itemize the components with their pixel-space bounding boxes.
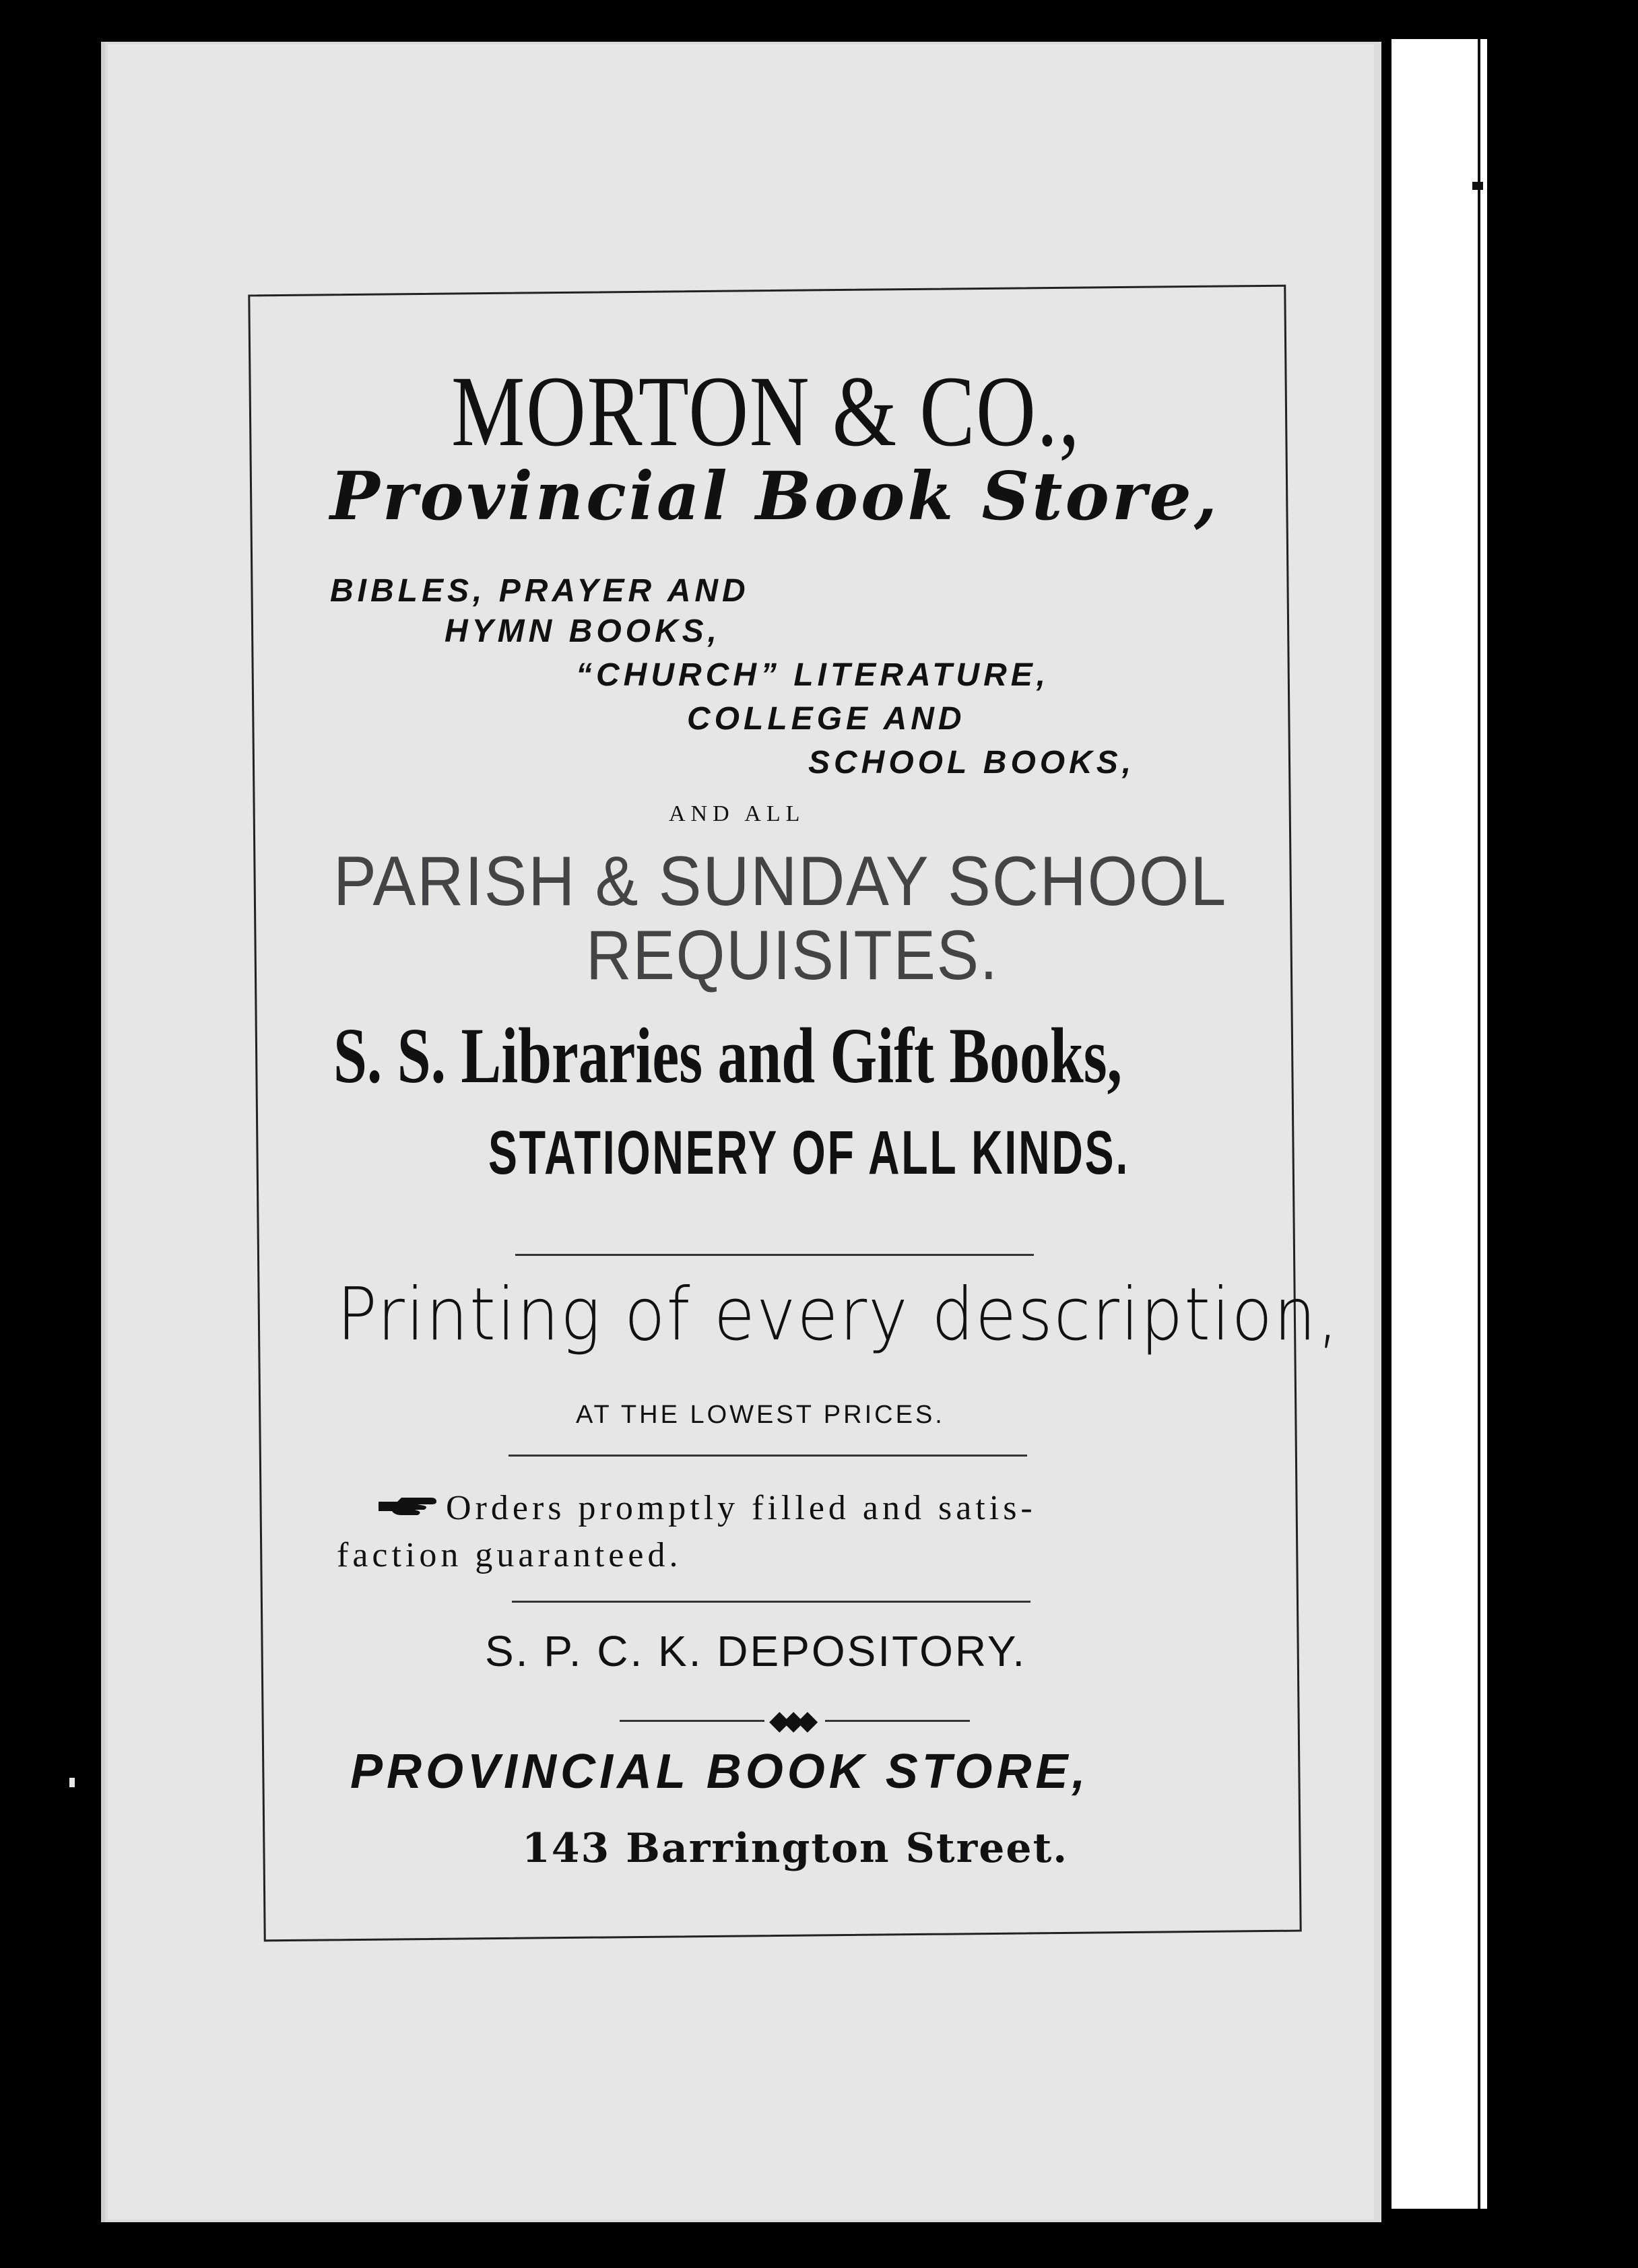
- divider-rule: [515, 1254, 1034, 1256]
- margin-speck: [69, 1778, 75, 1787]
- depository-text: S. P. C. K. DEPOSITORY.: [485, 1627, 1027, 1675]
- product-line-1: BIBLES, PRAYER AND: [330, 573, 750, 609]
- libraries-heading: S. S. Libraries and Gift Books,: [333, 1011, 1123, 1100]
- stationery-heading: STATIONERY OF ALL KINDS.: [488, 1119, 1130, 1187]
- parish-heading: PARISH & SUNDAY SCHOOL: [333, 842, 1228, 921]
- footer-address: 143 Barrington Street.: [522, 1825, 1069, 1872]
- company-name: MORTON & CO.,: [451, 356, 1081, 467]
- advertisement: [256, 290, 1340, 1933]
- ornament-rule-left: [620, 1720, 764, 1722]
- printing-heading: Printing of every description,: [337, 1273, 1340, 1357]
- facing-page-mark: [1472, 182, 1483, 190]
- store-name-gothic: Provincial Book Store,: [330, 458, 1220, 535]
- footer-store-name: PROVINCIAL BOOK STORE,: [350, 1745, 1090, 1799]
- requisites-heading: REQUISITES.: [586, 916, 999, 995]
- product-line-4: COLLEGE AND: [687, 701, 966, 737]
- product-line-5: SCHOOL BOOKS,: [808, 745, 1136, 780]
- divider-rule: [509, 1455, 1027, 1457]
- orders-line: [377, 1488, 1037, 1528]
- ornament-divider: [620, 1705, 970, 1736]
- divider-rule: [512, 1601, 1030, 1603]
- product-line-2: HYMN BOOKS,: [445, 613, 721, 649]
- ornament-rule-right: [825, 1720, 970, 1722]
- orders-line-continued: faction guaranteed.: [337, 1536, 682, 1574]
- orders-text: Orders promptly filled and satis-: [446, 1489, 1037, 1527]
- lowest-prices-text: AT THE LOWEST PRICES.: [576, 1401, 945, 1429]
- facing-page-rule: [1478, 39, 1480, 2209]
- diamond-ornament-icon: ◆◆◆: [769, 1705, 812, 1736]
- pointing-hand-icon: [377, 1488, 438, 1528]
- product-line-3: “CHURCH” LITERATURE,: [576, 657, 1050, 693]
- facing-page: [1391, 39, 1487, 2209]
- and-all-text: AND ALL: [669, 801, 806, 826]
